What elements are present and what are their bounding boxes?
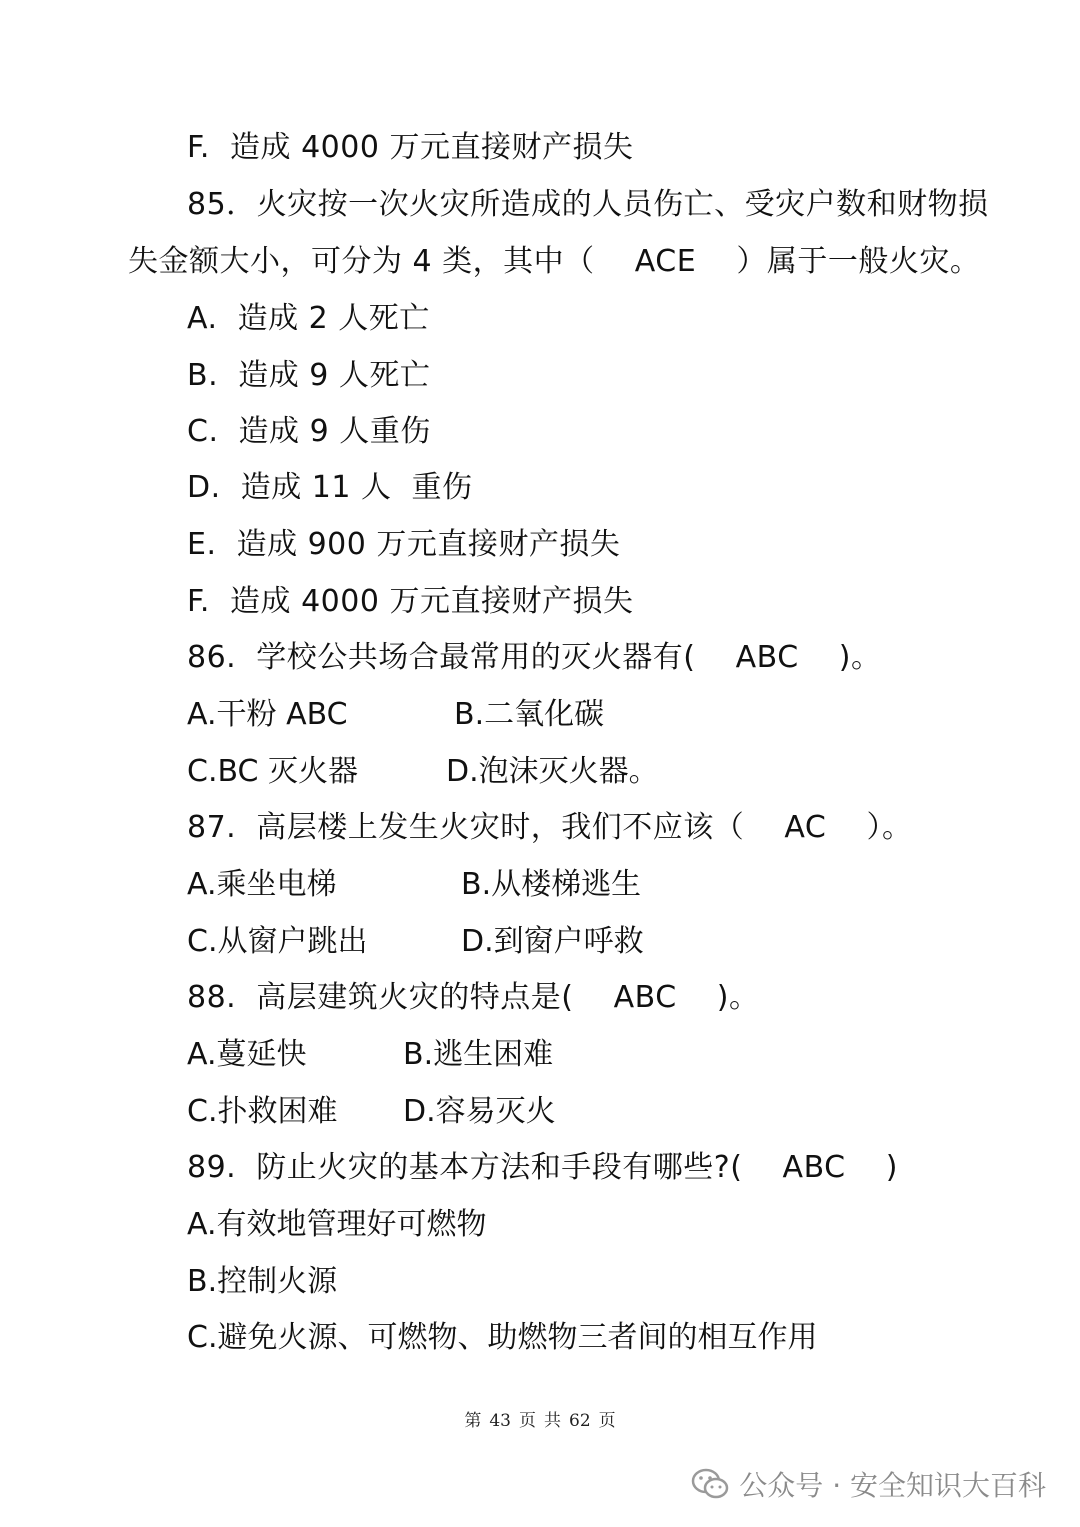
footer-total-number: 62 <box>569 1411 591 1431</box>
footer-page-label: 第 <box>464 1411 482 1431</box>
question-85-option-d: D. 造成 11 人 重伤 <box>187 470 473 505</box>
question-89-option-a: A.有效地管理好可燃物 <box>187 1207 487 1242</box>
question-85-option-f: F. 造成 4000 万元直接财产损失 <box>187 584 634 619</box>
question-89-option-c: C.避免火源、可燃物、助燃物三者间的相互作用 <box>187 1320 818 1355</box>
question-88-option-d: D.容易灭火 <box>403 1094 556 1129</box>
question-87-option-a: A.乘坐电梯 <box>187 867 337 902</box>
question-85-line2: 失金额大小，可分为 4 类，其中（ ACE ）属于一般火灾。 <box>128 244 981 279</box>
wechat-icon <box>691 1467 729 1501</box>
question-85-option-a: A. 造成 2 人死亡 <box>187 301 430 336</box>
watermark <box>691 1464 1046 1504</box>
question-87-option-c: C.从窗户跳出 <box>187 924 368 959</box>
question-87-option-b: B.从楼梯逃生 <box>461 867 642 902</box>
footer-total-label: 共 <box>544 1411 561 1431</box>
question-87: 87. 高层楼上发生火灾时，我们不应该（ AC ）。 <box>187 810 913 845</box>
question-89-option-b: B.控制火源 <box>187 1264 338 1299</box>
question-86-option-c: C.BC 灭火器 <box>187 754 359 789</box>
question-85-option-b: B. 造成 9 人死亡 <box>187 358 431 393</box>
question-89: 89. 防止火灾的基本方法和手段有哪些?( ABC ) <box>187 1150 898 1185</box>
watermark-text: 公众号 · 安全知识大百科 <box>739 1469 1046 1502</box>
footer-page-unit: 页 <box>519 1411 536 1431</box>
question-85-line1: 85．火灾按一次火灾所造成的人员伤亡、受灾户数和财物损 <box>187 187 989 222</box>
question-88-option-c: C.扑救困难 <box>187 1094 338 1129</box>
question-88: 88. 高层建筑火灾的特点是( ABC )。 <box>187 980 760 1015</box>
question-85-option-e: E. 造成 900 万元直接财产损失 <box>187 527 621 562</box>
option-f-previous: F. 造成 4000 万元直接财产损失 <box>187 130 634 165</box>
question-85-option-c: C. 造成 9 人重伤 <box>187 414 431 449</box>
question-88-option-b: B.逃生困难 <box>403 1037 554 1072</box>
question-88-option-a: A.蔓延快 <box>187 1037 307 1072</box>
question-86-option-a: A.干粉 ABC <box>187 697 348 732</box>
footer-total-unit: 页 <box>598 1411 616 1431</box>
page-footer <box>0 1406 1080 1431</box>
question-86-option-b: B.二氧化碳 <box>454 697 605 732</box>
question-86: 86. 学校公共场合最常用的灭火器有( ABC )。 <box>187 640 882 675</box>
question-87-option-d: D.到窗户呼救 <box>461 924 644 959</box>
question-86-option-d: D.泡沫灭火器。 <box>446 754 659 789</box>
footer-page-number: 43 <box>489 1411 511 1431</box>
